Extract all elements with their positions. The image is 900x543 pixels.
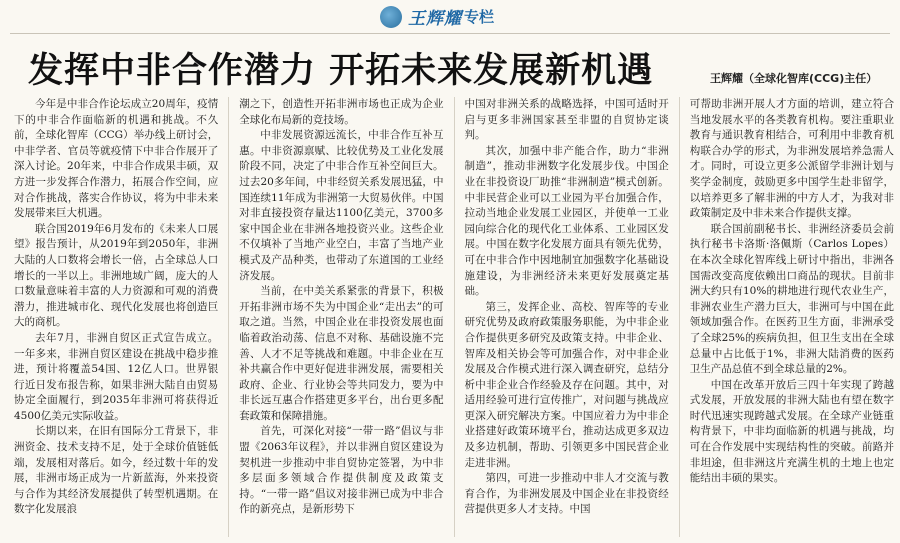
article-column-4 [690,97,894,537]
paragraph: 其次，加强中非产能合作，助力“非洲制造”，推动非洲数字化发展步伐。中国企业在非投资设厂助推“非洲制造”模式创新。中非民营企业可以工业园为平台加强合作，拉动当地企业发展工业园区，并使单一工业园向综合化的现代化工业体系、工业园区发展。中国在数字化发展方面具有领先优势，可在中非合作中因地制宜加强数字化基础设施建设，为非洲经济未来更好发展奠定基础。 [464,144,669,298]
article-column-1 [14,97,218,537]
paragraph: 第四，可进一步推动中非人才交流与教育合作，为非洲发展及中国企业在非投资经营提供更多人才支持。中国 [464,472,669,516]
column-author-name: 王辉耀 [408,9,462,29]
paragraph: 长期以来，在旧有国际分工背景下，非洲资金、技术支持不足，处于全球价值链低端，发展相对落后。如今，经过数十年的发展，非洲市场正成为一片新蓝海，外来投资与合作为其经济发展提供了转型机遇期。在数字化发展浪 [14,425,219,516]
paragraph: 中国对非洲关系的战略选择，中国可适时开启与更多非洲国家甚至非盟的自贸协定谈判。 [464,98,669,142]
paragraph: 联合国前副秘书长、非洲经济委员会前执行秘书卡洛斯·洛佩斯（Carlos Lopes）在本次全球化智库线上研讨中指出，非洲各国需改变高度依赖出口商品的现状。目前非洲大约只有10%的耕地进行现代农业生产，非洲农业生产潜力巨大，非洲可与中国在此领域加强合作。在医药卫生方面，非洲承受了全球25%的疾病负担，但卫生支出在全球总量中占比低于1%，非洲大陆消费的医药卫生产品总值不到全球总量的2%。 [689,222,894,376]
paragraph: 潮之下，创造性开拓非洲市场也正成为企业全球化布局新的竞技场。 [239,98,444,126]
column-divider [454,97,455,537]
paragraph: 中非发展资源远流长，中非合作互补互惠。中非资源禀赋、比较优势及工业化发展阶段不同，决定了中非合作互补空间巨大。过去20多年间，中非经贸关系发展迅猛，中国连续11年成为非洲第一大贸易伙伴。中国对非直接投资存量达1100亿美元，3700多家中国企业在非洲各地投资兴业。这些企业不仅填补了当地产业空白，丰富了当地产业模式及产品种类，也带动了东道国的工业经济发展。 [239,129,444,282]
article-column-2 [239,97,443,537]
article-body [14,97,894,537]
paragraph: 中国在改革开放后三四十年实现了跨越式发展，开放发展的非洲大陆也有望在数字时代迅速实现跨越式发展。在全球产业链重构背景下，中非均面临新的机遇与挑战，均可在合作发展中实现结构性的突破。前路并非坦途，但非洲这片充满生机的土地上也定能结出丰硕的果实。 [689,378,894,485]
byline: 王辉耀（全球化智库(CCG)主任） [710,72,878,85]
paragraph: 首先，可深化对接“一带一路”倡议与非盟《2063年议程》，并以非洲自贸区建设为契机进一步推动中非自贸协定签署，为中非多层面多领域合作提供制度及政策支持。“一带一路”倡议对接非洲已成为中非合作的新亮点，是新形势下 [239,425,444,516]
paragraph: 第三，发挥企业、高校、智库等的专业研究优势及政府政策服务职能，为中非企业合作提供更多研究及政策支持。中非企业、智库及相关协会等可加强合作，对中非企业发展及合作模式进行深入调查研究，总结分析中非企业合作经验及存在问题。其中，对适用经验可进行宣传推广，对问题与挑战应更深入研究解决方案。中国应着力为中非企业搭建好政策环境平台，推动达成更多双边及多边机制，帮助、引领更多中国民营企业走进非洲。 [464,300,669,469]
column-divider [228,97,229,537]
headline: 发挥中非合作潜力 开拓未来发展新机遇 [28,51,654,91]
column-tag: 专栏 [464,8,495,26]
article-column-3 [465,97,669,537]
header-divider [10,33,890,34]
column-header [380,4,494,29]
paragraph: 去年7月，非洲自贸区正式宣告成立。一年多来，非洲自贸区建设在挑战中稳步推进，预计将覆盖54国、12亿人口。世界银行近日发布报告称，如果非洲大陆自由贸易协定全面履行，到2035年非洲可将获得近4500亿美元实际收益。 [14,331,219,422]
paragraph: 可帮助非洲开展人才方面的培训，建立符合当地发展水平的各类教育机构。要注重职业教育与通识教育相结合，可利用中非教育机构联合办学的形式，为非洲发展培养急需人才。同时，可设立更多公派留学非洲计划与奖学金制度，鼓励更多中国学生赴非留学，以培养更多了解非洲的中方人才，为我对非政策制定及中非未来合作提供支撑。 [689,98,894,220]
column-divider [679,97,680,537]
paragraph: 今年是中非合作论坛成立20周年，疫情下的中非合作面临新的机遇和挑战。不久前，全球化智库（CCG）举办线上研讨会，中非学者、官员等就疫情下中非合作展开了深入讨论。20年来，中非合作成果丰硕，双方进一步发挥合作潜力，拓展合作空间，应对合作挑战，落实合作协议，将为中非未来发展带来巨大机遇。 [14,98,219,220]
paragraph: 联合国2019年6月发布的《未来人口展望》报告预计，从2019年到2050年，非洲大陆的人口数将会增长一倍，占全球总人口增长的一半以上。非洲地域广阔，庞大的人口数量意味着丰富的人力资源和可观的消费潜力，推进城市化、现代化发展也将创造巨大的商机。 [14,222,219,329]
paragraph: 当前，在中美关系紧张的背景下，积极开拓非洲市场不失为中国企业“走出去”的可取之道。当然，中国企业在非投资发展也面临着政治动荡、信息不对称、基础设施不完善、人才不足等挑战和难题。中非企业在互补共赢合作中更好促进非洲发展，需要相关政府、企业、行业协会等共同发力，要为中非长远互惠合作搭建更多平台，出台更多配套政策和保障措施。 [239,285,444,422]
column-emblem-icon [380,6,402,28]
